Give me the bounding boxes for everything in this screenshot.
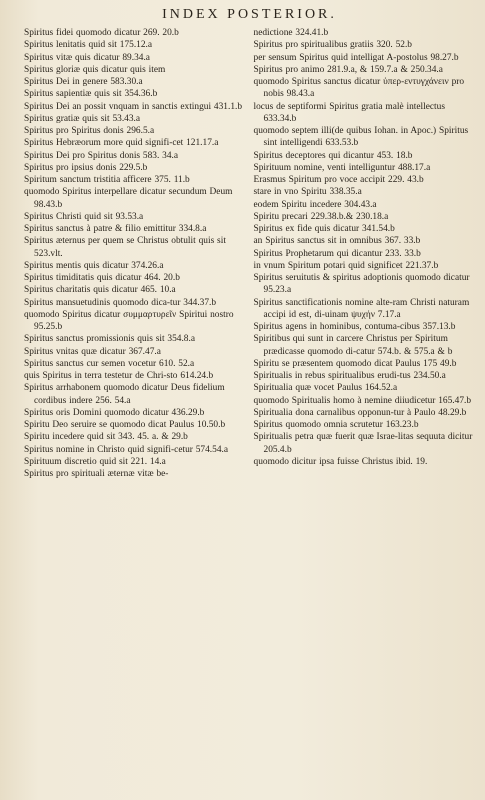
index-entry: Spiritus pro spiritualibus gratiis 320. 52.b [253, 40, 412, 51]
index-entry: Spiritus sapientiæ quis sit 354.36.b [24, 89, 158, 100]
index-entry: Spiritualis in rebus spiritualibus erudi-tus 234.50.a [253, 371, 446, 381]
index-entry: Spiritibus qui sunt in carcere Christus per Spiritum prædicasse quomodo di-catur 574.b. & 575.a & b [253, 334, 453, 357]
right-column [254, 27, 476, 480]
index-entry: quomodo septem illi(de quibus Iohan. in Apoc.) Spiritus sint intelligendi 633.53.b [253, 126, 469, 149]
index-entry: Spiritu incedere quid sit 343. 45. a. & 29.b [24, 432, 188, 443]
index-entry: quomodo Spiritus sanctus dicatur ὑπερ-εντυγχάνειν pro nobis 98.43.a [253, 77, 465, 100]
index-entry: Spiritualia dona carnalibus opponun-tur à Paulo 48.29.b [253, 407, 467, 418]
page-header: INDEX POSTERIOR. [162, 7, 337, 22]
index-entry: Erasmus Spiritum pro voce accipit 229. 43.b [253, 175, 424, 185]
index-entry: Spiritus gloriæ quis dicatur quis item [24, 64, 166, 75]
index-entry: Spiritus pro Spiritus donis 296.5.a [24, 126, 155, 136]
index-entry: an Spiritus sanctus sit in omnibus 367. 33.b [253, 236, 421, 247]
left-column [24, 27, 246, 480]
index-entry: Spiritus Dei an possit vnquam in sanctis extingui 431.1.b [24, 101, 243, 112]
index-entry: nedictione 324.41.b [253, 28, 329, 38]
index-entry: Spirituum discretio quid sit 221. 14.a [24, 456, 166, 467]
index-entry: Spiritus sanctus promissionis quis sit 354.8.a [24, 334, 195, 345]
index-entry: Spiritu precari 229.38.b.& 230.18.a [253, 211, 389, 222]
index-entry: Spiritus Prophetarum qui dicantur 233. 33.b [253, 248, 421, 259]
index-entry: Spiritus Dei in genere 583.30.a [24, 77, 143, 87]
index-entry: Spiritus æternus per quem se Christus obtulit quis sit 523.vlt. [24, 236, 226, 259]
index-entry: Spiritus quomodo omnia scrutetur 163.23.b [253, 420, 419, 430]
index-entry: Spiritus oris Domini quomodo dicatur 436.29.b [24, 407, 205, 418]
index-entry: Spiritus gratiæ quis sit 53.43.a [24, 113, 141, 124]
index-entry: Spiritus lenitatis quid sit 175.12.a [24, 40, 153, 51]
index-entry: Spiritualis petra quæ fuerit quæ Israe-litas sequuta dicitur 205.4.b [253, 432, 473, 455]
index-entry: quomodo Spiritualis homo à nemine diiudicetur 165.47.b [253, 395, 472, 406]
index-entry: Spiritus Hebræorum more quid signifi-cet 121.17.a [24, 138, 219, 149]
index-entry: Spiritus arrhabonem quomodo dicatur Deus fidelium cordibus indere 256. 54.a [24, 383, 225, 406]
index-entry: Spiritus agens in hominibus, contuma-cibus 357.13.b [253, 322, 456, 332]
index-entry: Spiritus Christi quid sit 93.53.a [24, 211, 144, 222]
index-entry: Spiritus pro spirituali æternæ vitæ be- [24, 469, 169, 479]
index-entry: Spiritus ex fide quis dicatur 341.54.b [253, 224, 395, 234]
index-entry: Spiritualia quæ vocet Paulus 164.52.a [253, 383, 398, 394]
index-entry: Spiritu se præsentem quomodo dicat Paulus 175 49.b [253, 358, 457, 369]
index-entry: Spiritus pro animo 281.9.a, & 159.7.a & 250.34.a [253, 64, 443, 75]
index-entry: locus de septiformi Spiritus gratia malè intellectus 633.34.b [253, 101, 445, 124]
index-entry: quis Spiritus in terra testetur de Chri-sto 614.24.b [24, 371, 214, 381]
index-entry: Spirituum nomine, venti intelliguntur 488.17.a [253, 162, 431, 173]
index-entry: quomodo dicitur ipsa fuisse Christus ibid. 19. [253, 456, 428, 467]
index-entry: quomodo Spiritus interpellare dicatur secundum Deum 98.43.b [24, 187, 233, 210]
index-entry: Spiritu Deo seruire se quomodo dicat Paulus 10.50.b [24, 420, 226, 430]
index-entry: Spiritus mansuetudinis quomodo dica-tur 344.37.b [24, 297, 217, 308]
index-entry: Spiritus Dei pro Spiritus donis 583. 34.a [24, 150, 179, 161]
index-entry: Spiritus sanctus cur semen vocetur 610. 52.a [24, 358, 195, 369]
index-entry: Spiritus sanctus à patre & filio emittitur 334.8.a [24, 224, 207, 234]
index-entry: Spiritus charitatis quis dicatur 465. 10.a [24, 285, 176, 296]
index-entry: quomodo Spiritus dicatur συμμαρτυρεῖν Spiritui nostro 95.25.b [24, 309, 234, 332]
index-entry: Spiritus nomine in Christo quid signifi-cetur 574.54.a [24, 444, 229, 455]
index-entry: Spiritus mentis quis dicatur 374.26.a [24, 260, 164, 271]
index-entry: Spiritus deceptores qui dicantur 453. 18.b [253, 150, 413, 161]
index-entry: Spiritus pro ipsius donis 229.5.b [24, 162, 148, 173]
index-entry: in vnum Spiritum potari quid significet 221.37.b [253, 260, 439, 271]
index-entry: Spiritum sanctum tristitia afficere 375. 11.b [24, 175, 190, 185]
index-entry: Spiritus timiditatis quis dicatur 464. 20.b [24, 273, 180, 283]
index-entry: Spiritus fidei quomodo dicatur 269. 20.b [24, 28, 179, 38]
index-entry: stare in vno Spiritu 338.35.a [253, 187, 362, 198]
index-entry: Spiritus vitæ quis dicatur 89.34.a [24, 52, 150, 63]
index-columns [24, 27, 475, 480]
index-entry: per sensum Spiritus quid intelligat A-postolus 98.27.b [253, 52, 459, 63]
index-entry: Spiritus seruitutis & spiritus adoptionis quomodo dicatur 95.23.a [253, 273, 470, 296]
index-entry: Spiritus vnitas quæ dicatur 367.47.a [24, 346, 161, 357]
index-entry: Spiritus sanctificationis nomine alte-ram Christi naturam accipi id est, di-uinam ψυχήν 7.17.a [253, 297, 470, 320]
index-entry: eodem Spiritu incedere 304.43.a [253, 199, 377, 210]
